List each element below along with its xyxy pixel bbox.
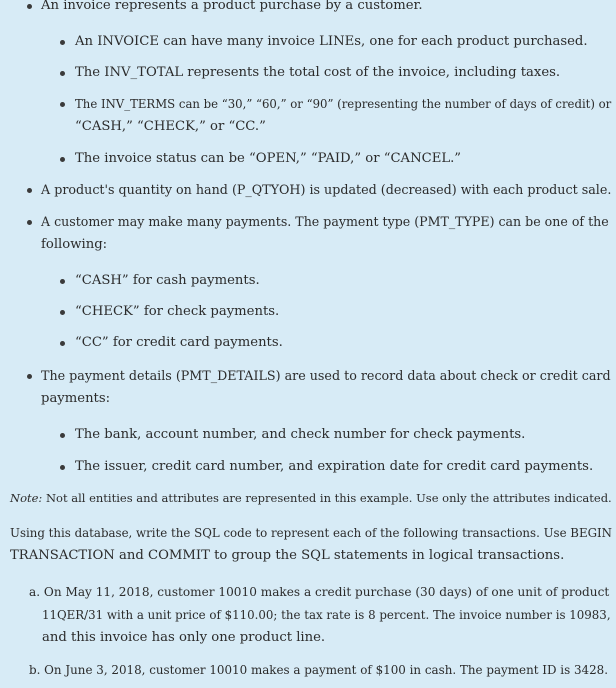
- qoh-bullet-text: A product's quantity on hand (P_QTYOH) is updated (decreased) with each product sale.: [41, 182, 612, 197]
- payment-type-cash: “CASH” for cash payments.: [75, 273, 260, 288]
- transaction-b-line: b. On June 3, 2018, customer 10010 makes a payment of $100 in cash. The payment ID is 3428.: [29, 663, 609, 677]
- transaction-a-line: and this invoice has only one product line.: [42, 630, 326, 645]
- instructions-line: Using this database, write the SQL code to represent each of the following transactions. Use BEGIN: [10, 526, 612, 540]
- note-text: Not all entities and attributes are represented in this example. Use only the attributes indicated.: [42, 491, 612, 505]
- payment-bullet-text: A customer may make many payments. The payment type (PMT_TYPE) can be one of the: [41, 214, 609, 229]
- invoice-item-lines: An INVOICE can have many invoice LINEs, one for each product purchased.: [75, 34, 588, 49]
- bullet-icon: [60, 310, 65, 315]
- details-item-check: The bank, account number, and check number for check payments.: [75, 427, 526, 442]
- details-bullet-text-continued: payments:: [41, 391, 111, 406]
- transaction-a-line: a. On May 11, 2018, customer 10010 makes a credit purchase (30 days) of one unit of product: [29, 585, 610, 599]
- note-label: Note:: [10, 491, 43, 505]
- bullet-icon: [27, 374, 32, 379]
- invoice-item-terms-continued: “CASH,” “CHECK,” or “CC.”: [75, 119, 266, 134]
- invoice-item-total: The INV_TOTAL represents the total cost of the invoice, including taxes.: [75, 65, 561, 80]
- bullet-icon: [60, 279, 65, 284]
- bullet-icon: [27, 220, 32, 225]
- payment-type-check: “CHECK” for check payments.: [75, 304, 280, 319]
- bullet-icon: [60, 102, 65, 107]
- bullet-icon: [27, 4, 32, 9]
- note-paragraph: [10, 489, 612, 507]
- bullet-icon: [60, 433, 65, 438]
- bullet-icon: [60, 71, 65, 76]
- invoice-item-status: The invoice status can be “OPEN,” “PAID,” or “CANCEL.”: [75, 151, 462, 166]
- payment-type-cc: “CC” for credit card payments.: [75, 335, 283, 350]
- intro-bullet-text: An invoice represents a product purchase by a customer.: [41, 0, 423, 13]
- instructions-line: TRANSACTION and COMMIT to group the SQL statements in logical transactions.: [10, 548, 565, 563]
- details-item-credit-card: The issuer, credit card number, and expiration date for credit card payments.: [75, 459, 594, 474]
- bullet-icon: [60, 465, 65, 470]
- bullet-icon: [27, 188, 32, 193]
- transaction-a-line: 11QER/31 with a unit price of $110.00; the tax rate is 8 percent. The invoice number is 10983,: [42, 608, 611, 622]
- bullet-icon: [60, 341, 65, 346]
- bullet-icon: [60, 40, 65, 45]
- invoice-item-terms: The INV_TERMS can be “30,” “60,” or “90” (representing the number of days of credit) or: [75, 97, 612, 111]
- details-bullet-text: The payment details (PMT_DETAILS) are used to record data about check or credit card: [41, 368, 611, 383]
- bullet-icon: [60, 157, 65, 162]
- payment-bullet-text-continued: following:: [41, 237, 108, 252]
